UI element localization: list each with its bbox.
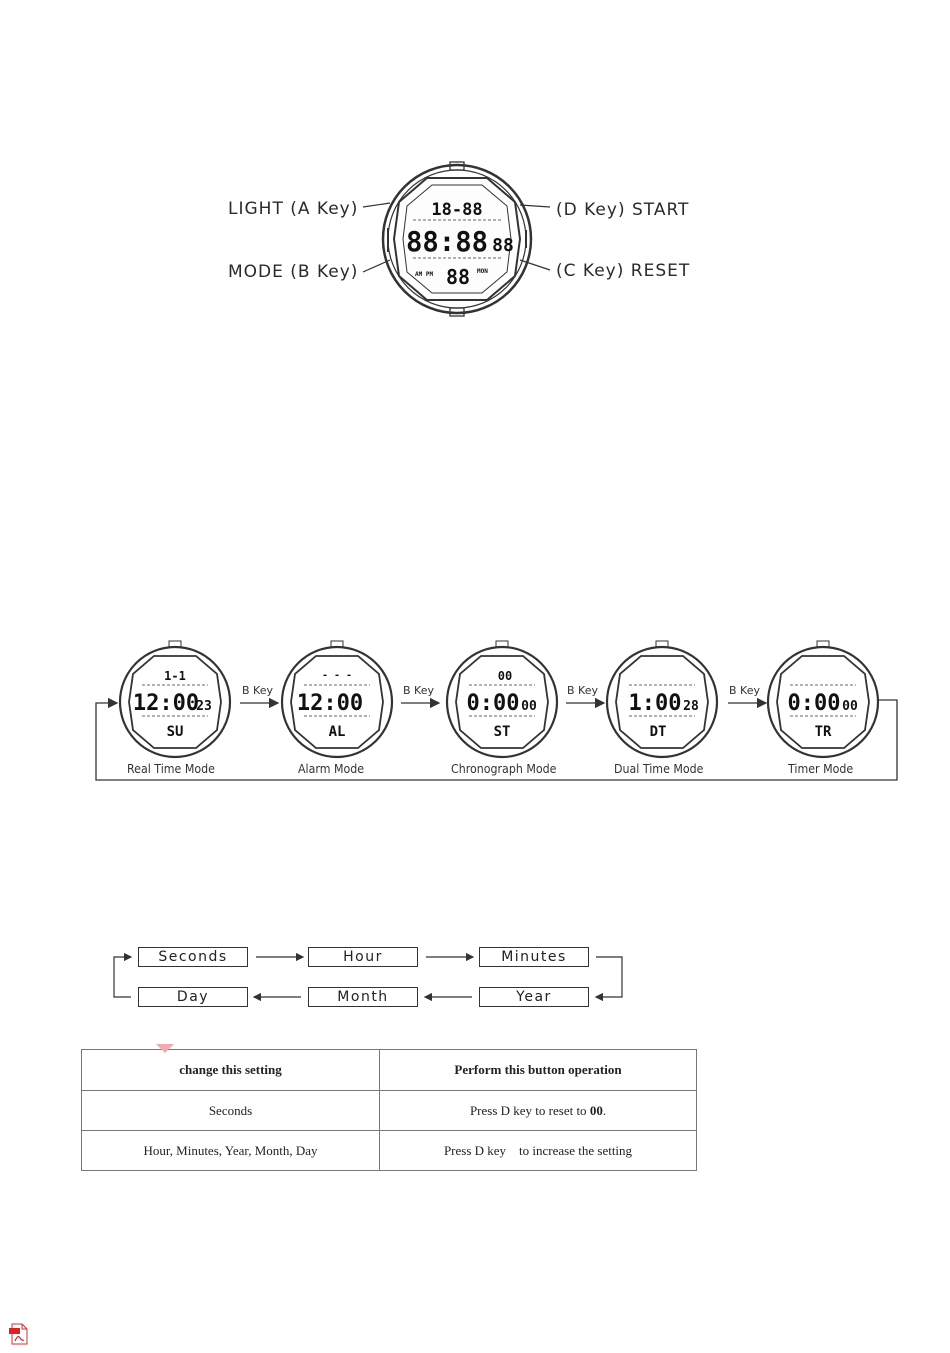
- caption-dual-time-mode: Dual Time Mode: [614, 762, 704, 776]
- red-marker-icon: [156, 1044, 174, 1054]
- header-setting: change this setting: [82, 1050, 380, 1091]
- row-setting: Hour, Minutes, Year, Month, Day: [82, 1131, 380, 1171]
- pdf-file-icon: [8, 1323, 30, 1345]
- timer-mode-watch-icon: [764, 640, 884, 762]
- lcd-small: 23: [196, 699, 212, 714]
- header-operation: Perform this button operation: [380, 1050, 697, 1091]
- alarm-mode-watch-icon: [278, 640, 398, 762]
- start-key-label: (D Key) START: [556, 200, 690, 220]
- row-operation: [380, 1131, 697, 1171]
- b-key-label-3: B Key: [567, 684, 598, 697]
- lcd-seconds-digits: 88: [492, 235, 514, 256]
- flow-box-minutes: Minutes: [479, 947, 589, 967]
- lcd-top: - - -: [321, 670, 353, 681]
- table-header-row: [82, 1050, 697, 1091]
- operation-bold-value: 00: [589, 1102, 603, 1118]
- b-key-label-1: B Key: [242, 684, 273, 697]
- table-row: [82, 1091, 697, 1131]
- lcd-bottom: ST: [493, 724, 511, 740]
- row-setting: Seconds: [82, 1091, 380, 1131]
- lcd-main-digits: 88:88: [406, 225, 488, 258]
- lcd-top: 1-1: [164, 669, 186, 683]
- lcd-bottom: AL: [328, 724, 346, 740]
- lcd-bottom: DT: [649, 724, 667, 740]
- b-key-label-2: B Key: [403, 684, 434, 697]
- flow-box-day: Day: [138, 987, 248, 1007]
- lcd-small: 00: [842, 699, 858, 714]
- flow-box-year: Year: [479, 987, 589, 1007]
- reset-key-label: (C Key) RESET: [556, 261, 691, 281]
- lcd-small: 28: [683, 699, 699, 714]
- light-key-label: LIGHT (A Key): [228, 199, 359, 219]
- lcd-main: 0:00: [466, 691, 520, 716]
- lcd-main: 12:00: [296, 691, 364, 716]
- flow-box-month: Month: [308, 987, 418, 1007]
- b-key-label-4: B Key: [729, 684, 760, 697]
- row-operation: [380, 1091, 697, 1131]
- lcd-bottom-digits: 88: [445, 265, 471, 289]
- caption-alarm-mode: Alarm Mode: [298, 762, 365, 776]
- operation-text: Press D key to increase the setting: [443, 1142, 633, 1158]
- real-time-mode-watch-icon: [116, 640, 236, 762]
- lcd-weekday-indicator: MON: [477, 268, 488, 275]
- flow-box-seconds: Seconds: [138, 947, 248, 967]
- operation-suffix: .: [602, 1102, 607, 1118]
- lcd-main: 0:00: [787, 691, 841, 716]
- flow-box-hour: Hour: [308, 947, 418, 967]
- lcd-small: 00: [521, 699, 537, 714]
- settings-table: [81, 1049, 697, 1171]
- lcd-ampm-indicator: AM PM: [415, 271, 434, 278]
- table-row: [82, 1131, 697, 1171]
- lcd-main: 1:00: [628, 691, 682, 716]
- chronograph-mode-watch-icon: [443, 640, 563, 762]
- lcd-top: 00: [497, 669, 513, 683]
- lcd-top-digits: 18-88: [431, 200, 483, 220]
- dual-time-mode-watch-icon: [603, 640, 723, 762]
- mode-key-label: MODE (B Key): [228, 262, 359, 282]
- lcd-bottom: TR: [814, 724, 832, 740]
- caption-real-time-mode: Real Time Mode: [127, 762, 215, 776]
- operation-text: Press D key to reset to: [469, 1102, 590, 1118]
- caption-chronograph-mode: Chronograph Mode: [451, 762, 557, 776]
- lcd-main: 12:00: [132, 691, 200, 716]
- lcd-bottom: SU: [166, 724, 184, 740]
- caption-timer-mode: Timer Mode: [788, 762, 854, 776]
